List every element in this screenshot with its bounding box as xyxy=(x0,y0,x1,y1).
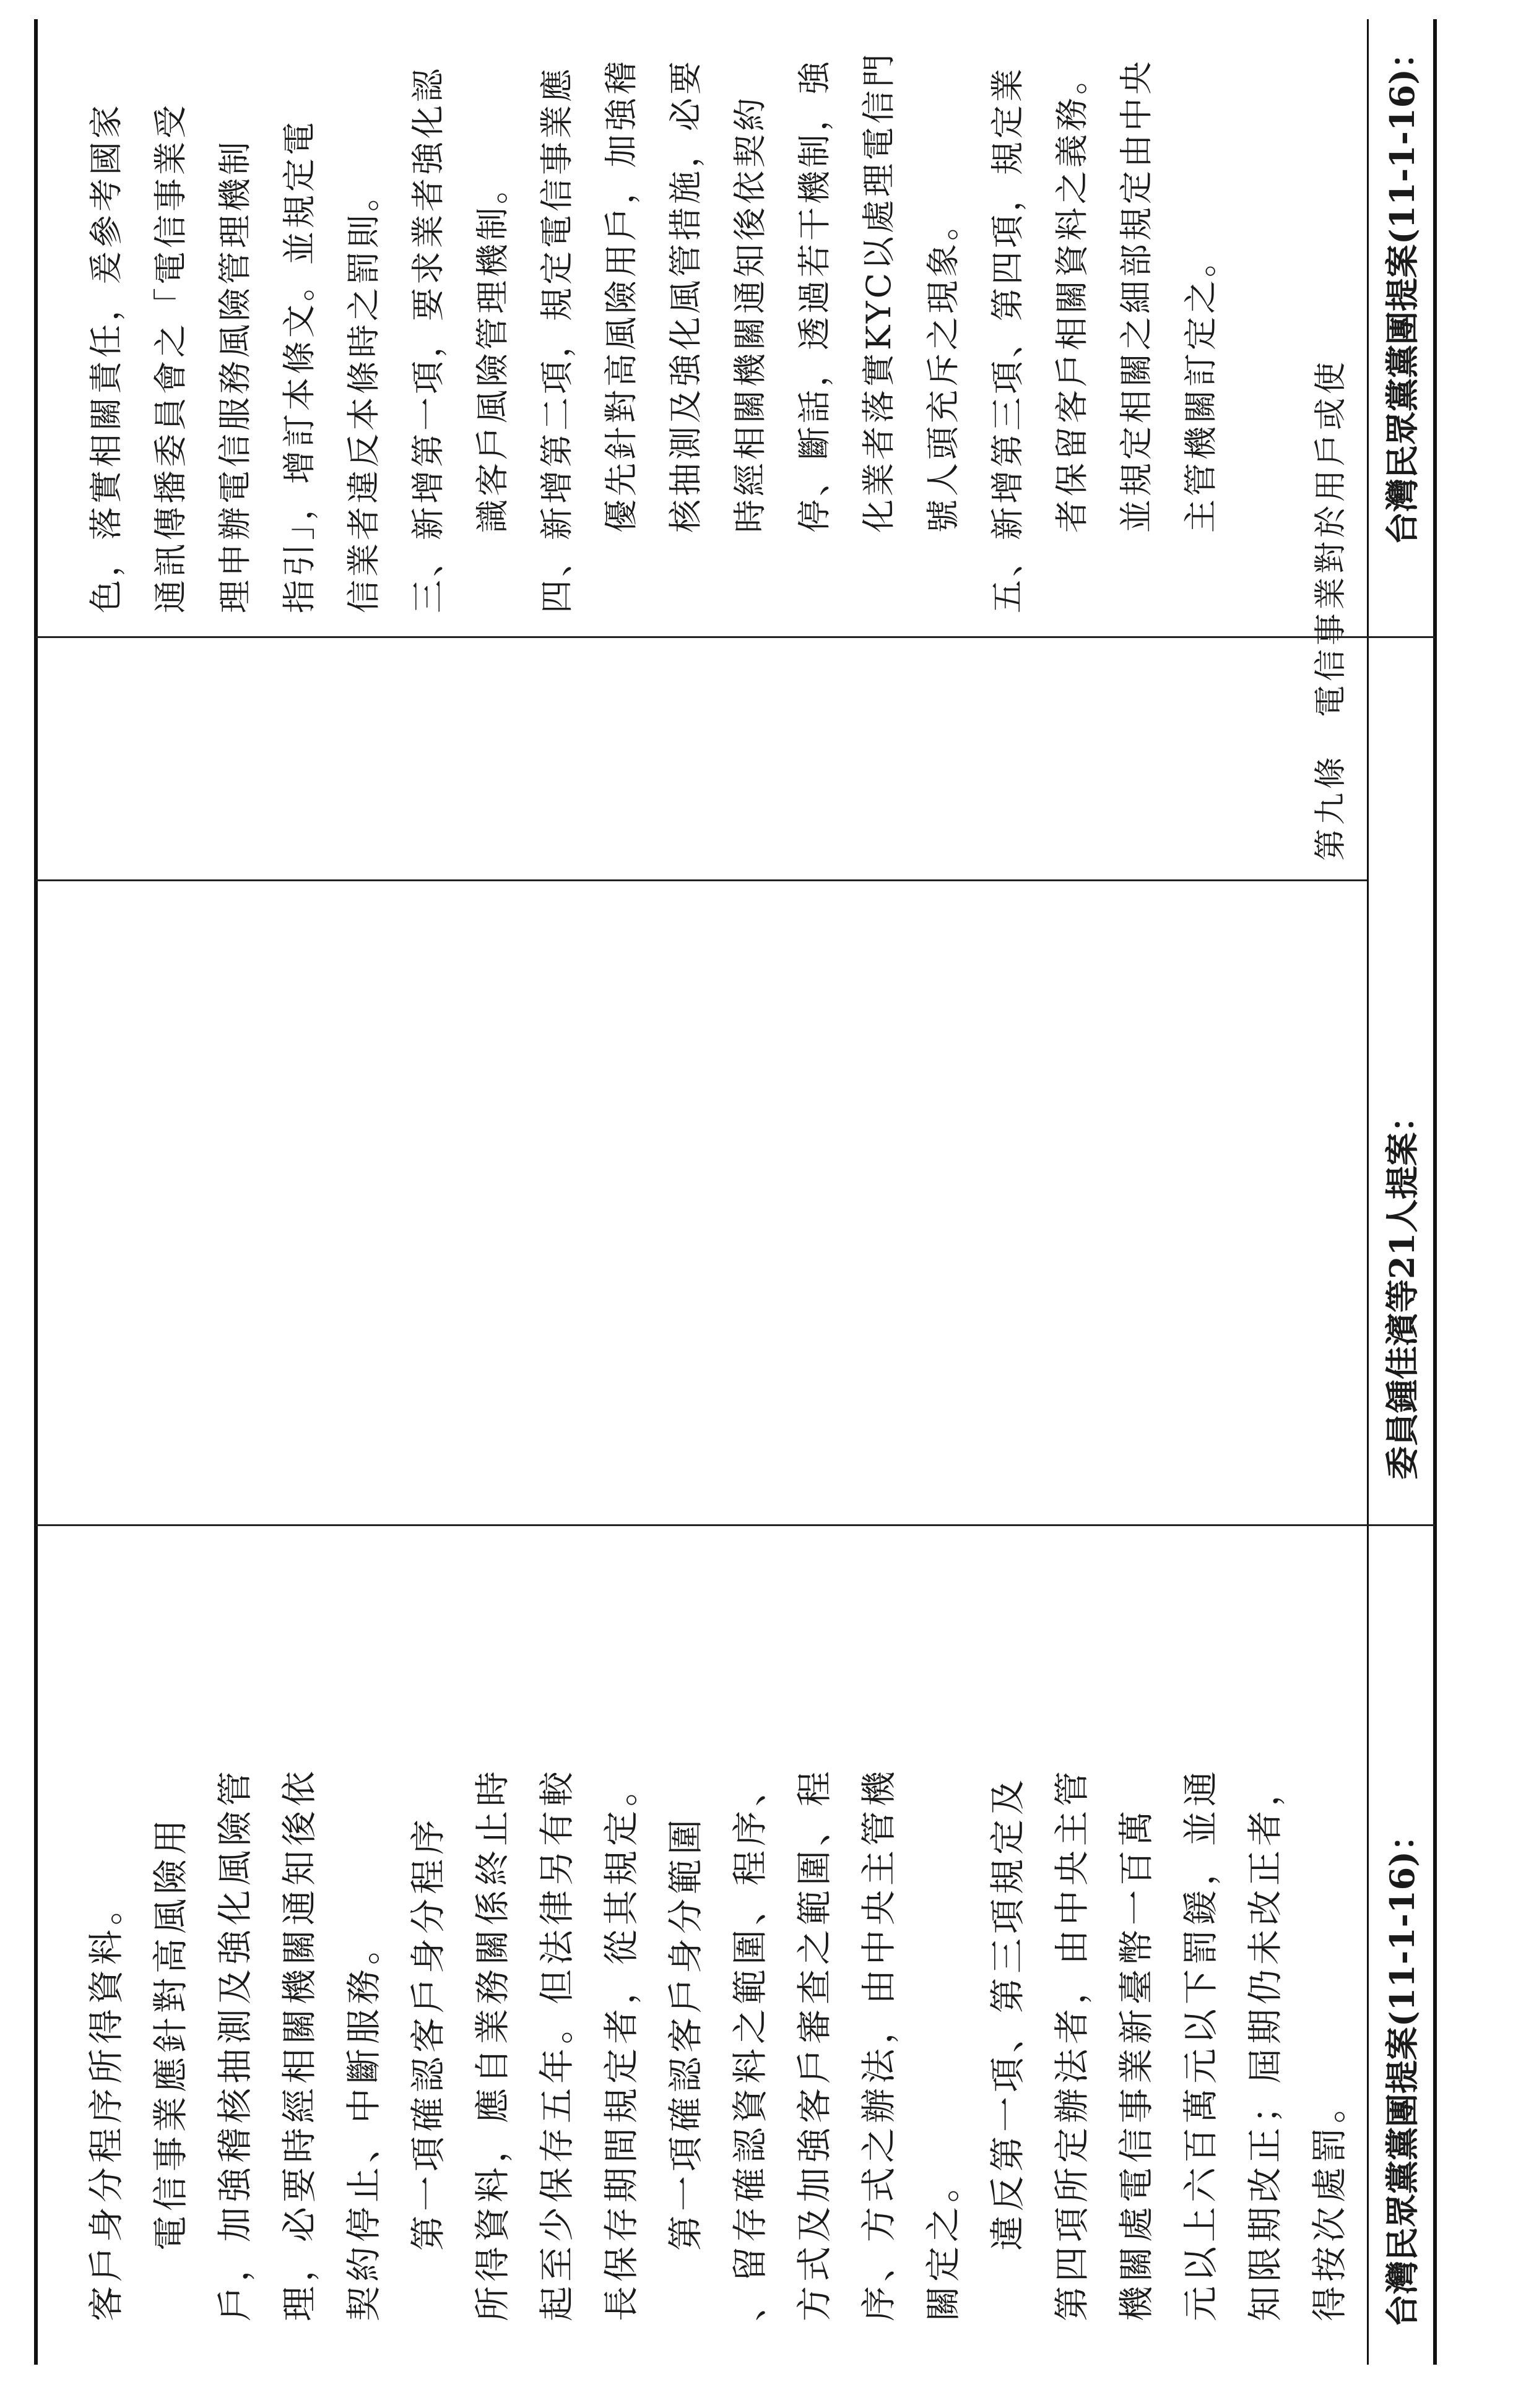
right-item: 三、新增第一項，要求業者強化認識客戶風險管理機制。 xyxy=(409,66,512,613)
left-line: 、留存確認資料之範圍、程序、 xyxy=(730,1767,771,2321)
header-separator-rule xyxy=(1367,19,1369,2365)
left-line: 關定之。 xyxy=(923,2163,964,2321)
article-label: 第九條 電信事業對於用戶或使 xyxy=(1312,358,1350,861)
right-item: 五、新增第三項、第四項，規定業者保留客戶相關資料之義務。並規定相關之細部規定由中央主管機關訂定之。 xyxy=(988,58,1220,613)
right-line: 指引」，增訂本條文。並規定電 xyxy=(280,119,319,613)
left-line: 第一項確認客戶身分範圍 xyxy=(665,1815,706,2251)
left-column-body xyxy=(74,1542,1356,2321)
left-line: 元以上六百萬元以下罰鍰，並通 xyxy=(1181,1767,1221,2321)
column-divider-3 xyxy=(36,636,1435,638)
left-line: 電信事業應針對高風險用 xyxy=(150,1815,191,2251)
left-line: 方式及加強客戶審查之範圍、程 xyxy=(794,1767,835,2321)
right-line: 理申辦電信服務風險管理機制 xyxy=(215,139,254,613)
right-item: 四、新增第二項，規定電信事業應優先針對高風險用戶，加強稽核抽測及強化風管措施，必要時經相關機關通知後依契約停、斷話，透過若干機制，強化業者落實KYC以處理電信門號人頭充斥之現象。 xyxy=(537,51,963,613)
right-paragraphs xyxy=(74,38,1233,613)
table-top-rule xyxy=(34,19,38,2365)
right-column-body xyxy=(74,38,1356,613)
column-divider-2 xyxy=(36,879,1367,881)
left-line: 所得資料，應自業務關係終止時 xyxy=(472,1767,513,2321)
left-line: 機關處電信事業新臺幣一百萬 xyxy=(1116,1806,1157,2321)
left-line: 理，必要時經相關機關通知後依 xyxy=(279,1767,320,2321)
left-line: 序、方式之辦法，由中央主管機 xyxy=(859,1767,900,2321)
left-line: 起至少保存五年。但法律另有較 xyxy=(537,1767,578,2321)
right-line: 通訊傳播委員會之「電信事業受 xyxy=(151,102,190,613)
left-line: 契約停止、中斷服務。 xyxy=(344,1925,384,2321)
left-paragraphs xyxy=(74,1542,1356,2321)
left-line: 戶，加強稽核抽測及強化風險管 xyxy=(215,1767,256,2321)
right-line: 色，落實相關責任，爰參考國家 xyxy=(87,102,126,613)
left-line: 客戶身分程序所得資料。 xyxy=(86,1886,127,2321)
right-line: 信業者違反本條時之罰則。 xyxy=(344,175,383,613)
right-column-header: 台灣民眾黨黨團提案(11-1-16)： xyxy=(1382,35,1422,545)
left-line: 第四項所定辦法者，由中央主管 xyxy=(1052,1767,1093,2321)
left-line: 第一項確認客戶身分程序 xyxy=(408,1815,449,2251)
left-line: 長保存期間規定者，從其規定。 xyxy=(601,1767,642,2321)
left-line: 得按次處罰。 xyxy=(1309,2084,1350,2321)
left-line: 違反第一項、第三項規定及 xyxy=(987,1776,1028,2251)
left-column-header: 台灣民眾黨黨團提案(11-1-16)： xyxy=(1382,1818,1422,2328)
left-line: 知限期改正；屆期仍未改正者， xyxy=(1245,1767,1286,2321)
column-divider-1 xyxy=(36,1524,1435,1526)
table-bottom-rule xyxy=(1433,19,1437,2365)
middle-column-header: 委員鍾佳濱等21人提案： xyxy=(1382,1098,1422,1480)
